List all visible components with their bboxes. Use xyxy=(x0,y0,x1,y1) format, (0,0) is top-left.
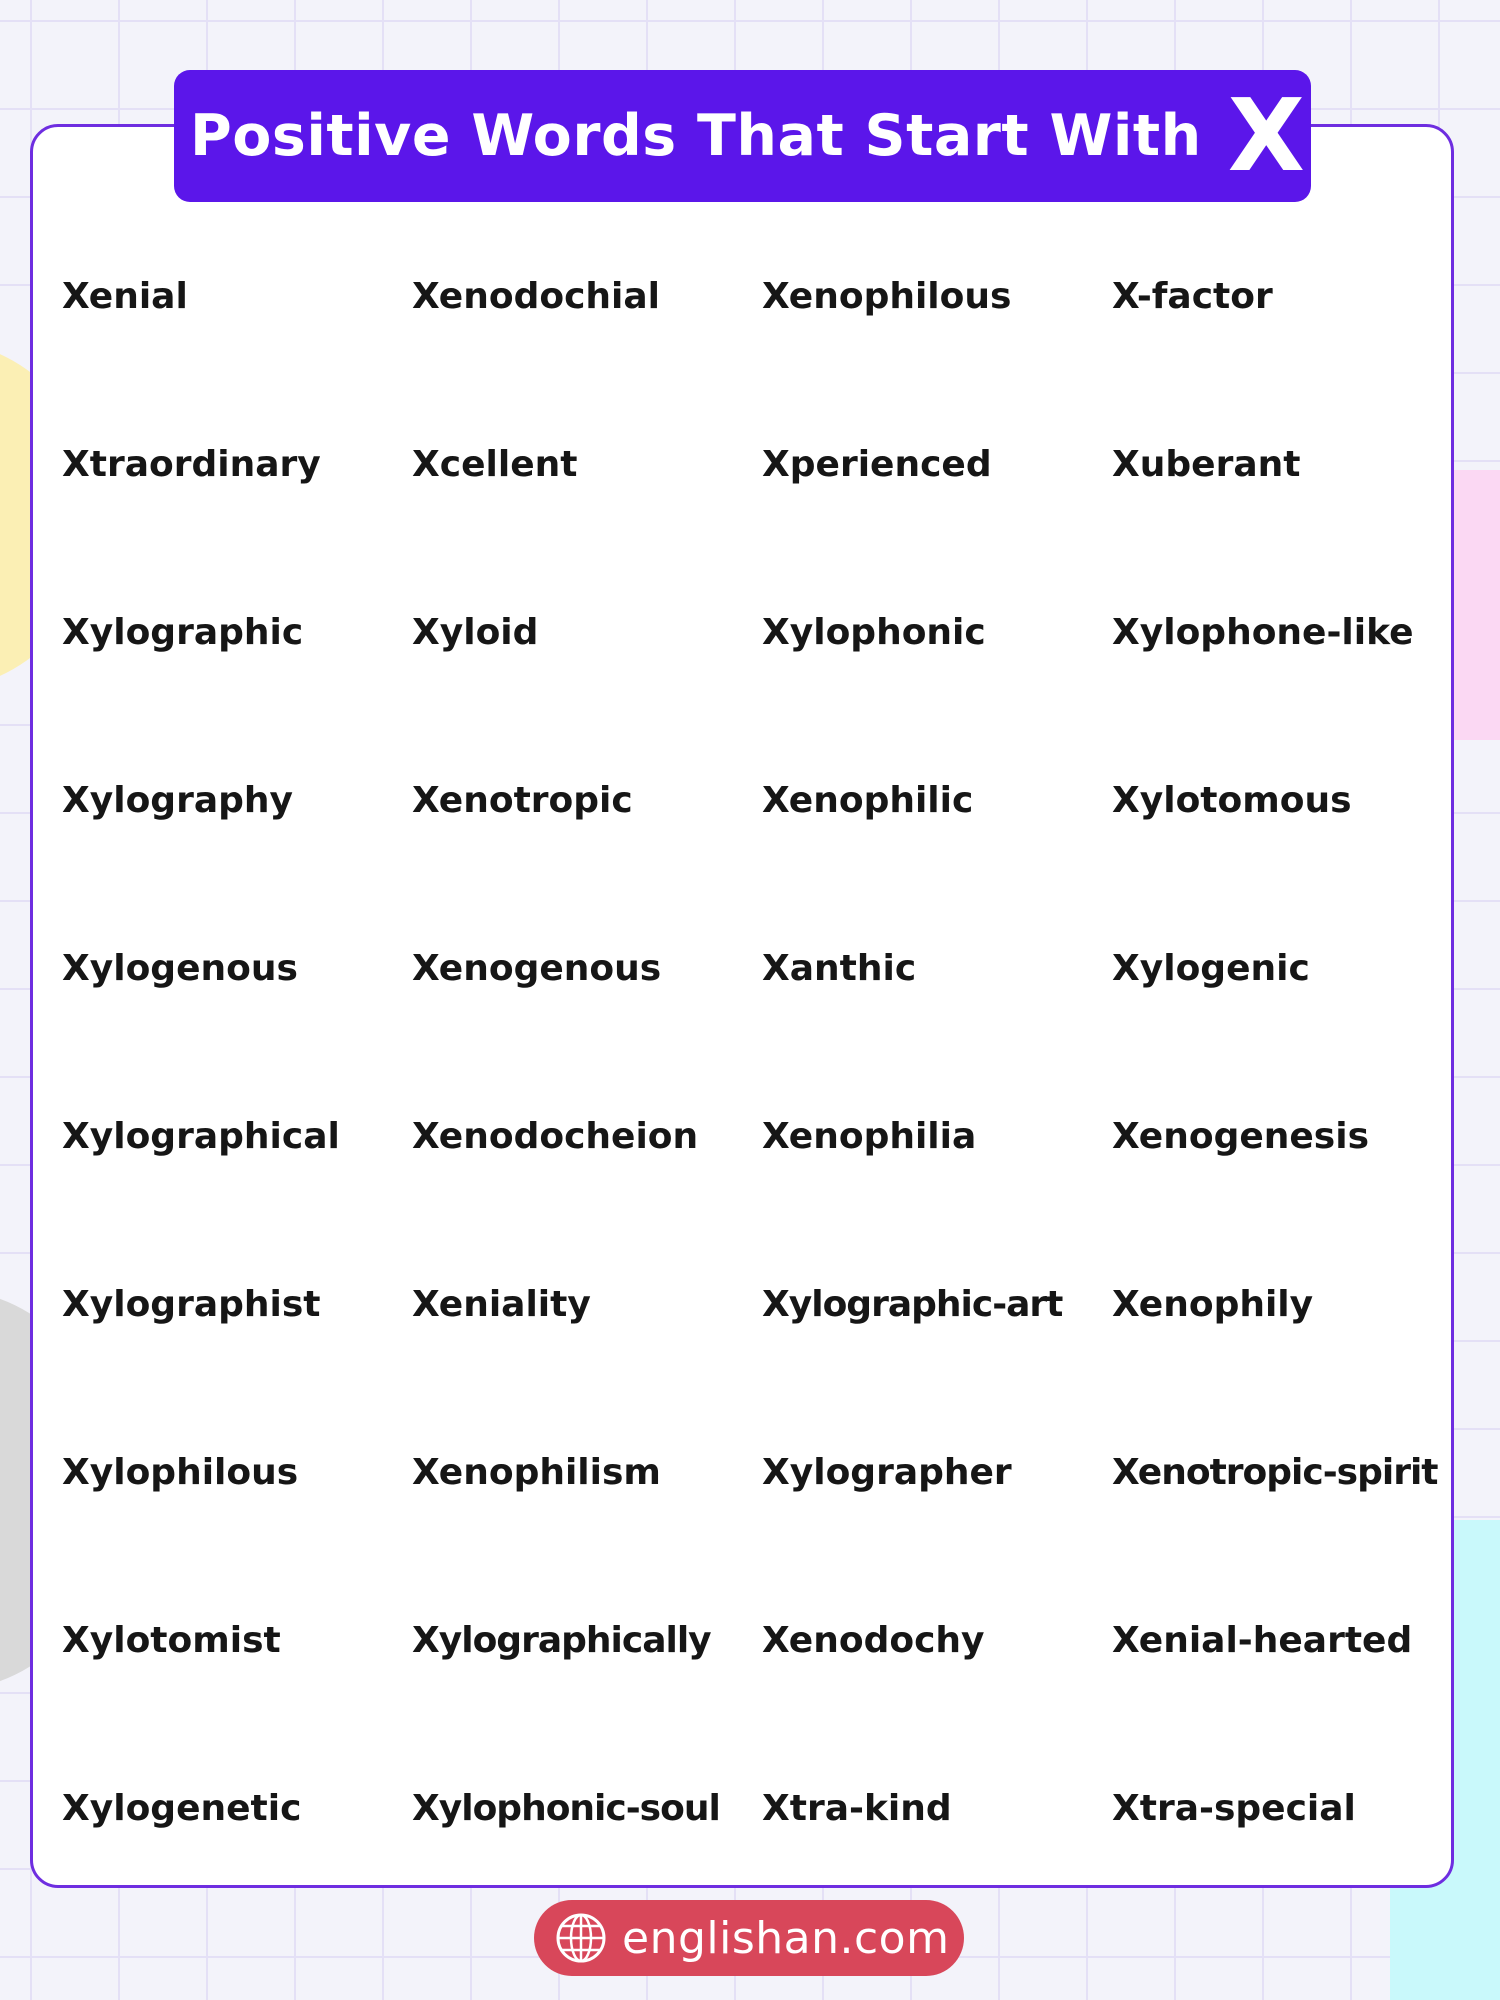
word-item: Xenophilous xyxy=(762,276,1012,317)
word-item: Xenodocheion xyxy=(412,1116,699,1157)
word-item: Xylographically xyxy=(412,1620,711,1661)
word-item: Xcellent xyxy=(412,444,578,485)
word-item: Xylography xyxy=(62,780,293,821)
word-item: Xperienced xyxy=(762,444,992,485)
word-item: Xylotomist xyxy=(62,1620,281,1661)
word-item: Xylogenetic xyxy=(62,1788,302,1829)
site-url: englishan.com xyxy=(622,1912,950,1964)
word-item: Xylophonic-soul xyxy=(412,1788,720,1829)
word-item: Xenophilism xyxy=(412,1452,661,1493)
word-item: Xylogenous xyxy=(62,948,298,989)
word-item: Xenophilia xyxy=(762,1116,977,1157)
word-item: Xenogenous xyxy=(412,948,662,989)
word-item: Xyloid xyxy=(412,612,539,653)
word-item: Xenial-hearted xyxy=(1112,1620,1413,1661)
word-item: Xenodochy xyxy=(762,1620,985,1661)
word-item: Xenophily xyxy=(1112,1284,1314,1325)
word-item: Xenophilic xyxy=(762,780,974,821)
word-item: Xeniality xyxy=(412,1284,591,1325)
word-item: Xylotomous xyxy=(1112,780,1352,821)
word-item: Xenodochial xyxy=(412,276,661,317)
title-letter: X xyxy=(1227,77,1305,194)
word-item: Xylophilous xyxy=(62,1452,299,1493)
page-title: Positive Words That Start With xyxy=(190,103,1202,169)
word-item: Xylophone-like xyxy=(1112,612,1414,653)
word-item: Xtra-kind xyxy=(762,1788,952,1829)
word-item: Xanthic xyxy=(762,948,917,989)
word-item: Xenial xyxy=(62,276,188,317)
word-item: Xenotropic-spirit xyxy=(1112,1452,1438,1493)
word-item: Xenogenesis xyxy=(1112,1116,1369,1157)
title-banner xyxy=(174,70,1311,202)
word-item: Xtraordinary xyxy=(62,444,321,485)
word-item: X-factor xyxy=(1112,276,1273,317)
site-badge[interactable] xyxy=(534,1900,964,1976)
word-item: Xtra-special xyxy=(1112,1788,1356,1829)
word-item: Xylographic-art xyxy=(762,1284,1063,1325)
word-item: Xylographic xyxy=(62,612,304,653)
word-item: Xuberant xyxy=(1112,444,1301,485)
word-item: Xenotropic xyxy=(412,780,633,821)
word-item: Xylographist xyxy=(62,1284,321,1325)
word-item: Xylographical xyxy=(62,1116,340,1157)
globe-icon xyxy=(554,1911,608,1965)
word-grid xyxy=(62,262,1452,1942)
word-item: Xylogenic xyxy=(1112,948,1310,989)
word-item: Xylophonic xyxy=(762,612,986,653)
word-item: Xylographer xyxy=(762,1452,1012,1493)
